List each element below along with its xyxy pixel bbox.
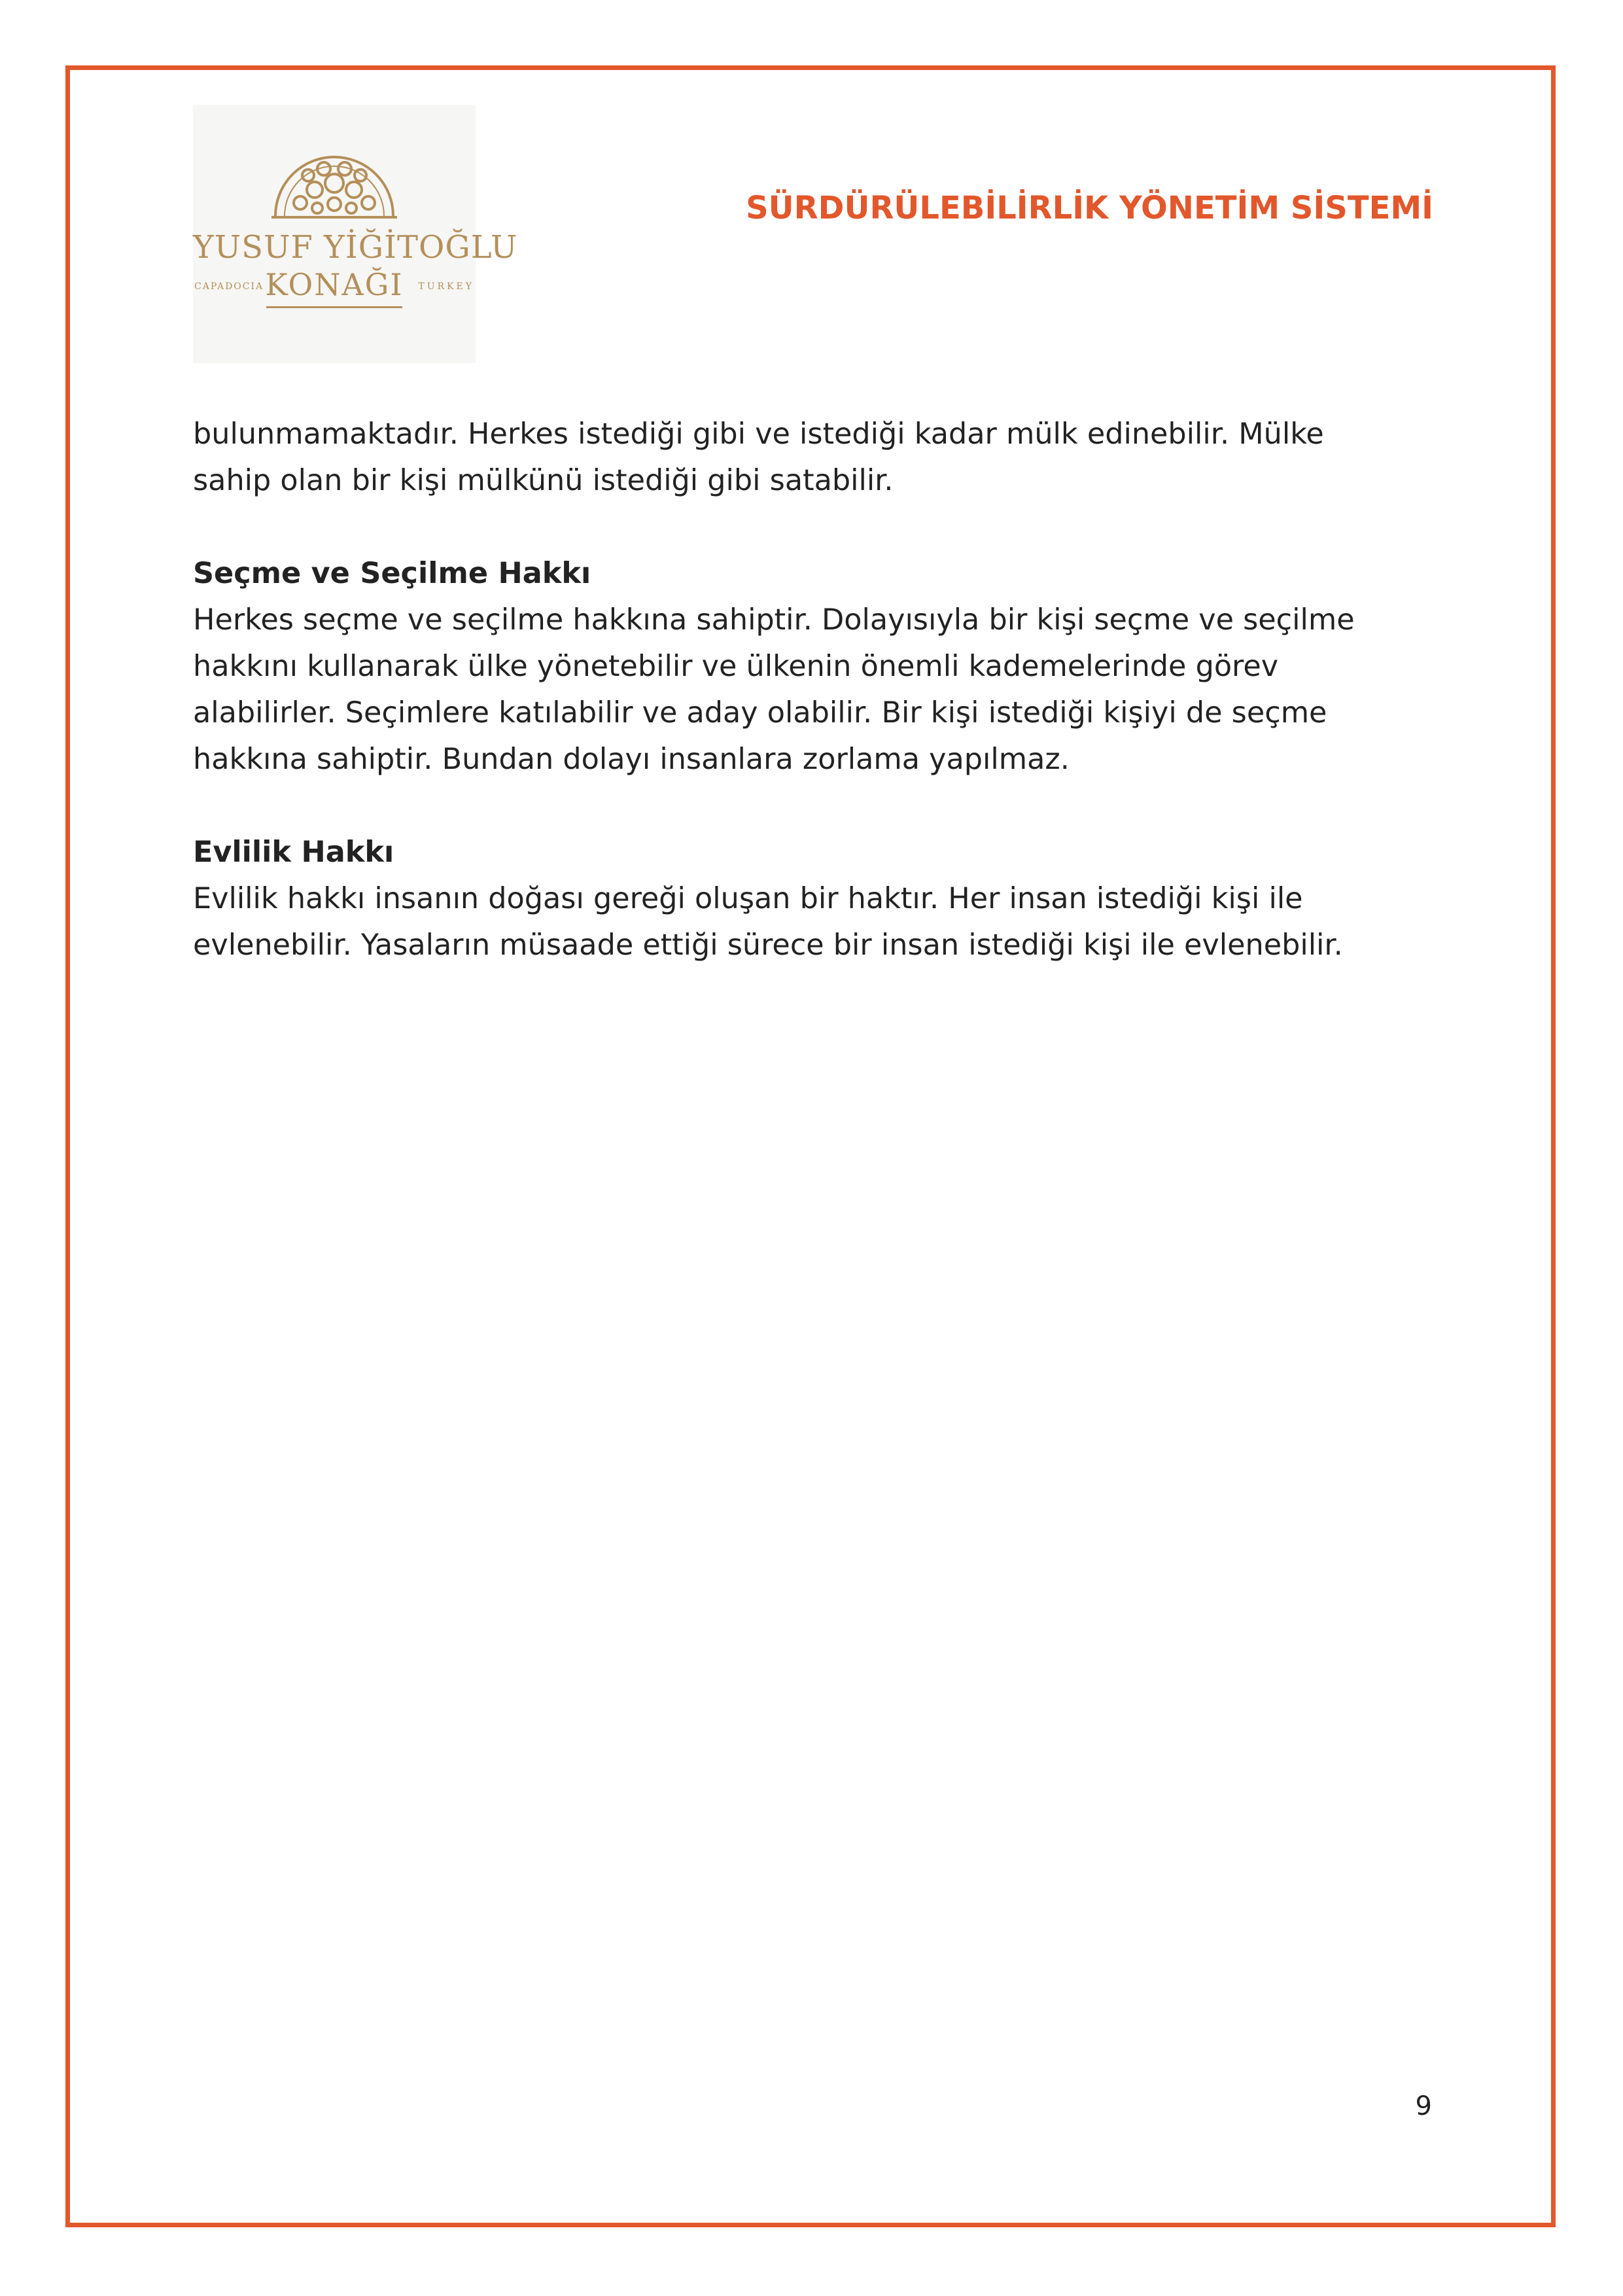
section-heading: Evlilik Hakkı	[193, 836, 394, 869]
text-line: evlenebilir. Yasaların müsaade ettiği sürece bir insan istediği kişi ile evlenebilir.	[193, 928, 1343, 962]
document-body	[193, 411, 1436, 968]
logo-underline	[266, 306, 402, 308]
intro-paragraph	[193, 411, 1436, 504]
text-line: Evlilik hakkı insanın doğası gereği oluşan bir haktır. Her insan istediği kişi ile	[193, 882, 1303, 915]
logo-name-line2: KONAĞI	[265, 267, 404, 302]
text-line: alabilirler. Seçimlere katılabilir ve aday olabilir. Bir kişi istediği kişiyi de seçme	[193, 696, 1327, 730]
section-secme-ve-secilme	[193, 550, 1436, 783]
section-heading: Seçme ve Seçilme Hakkı	[193, 557, 591, 590]
text-line: hakkına sahiptir. Bundan dolayı insanlara zorlama yapılmaz.	[193, 743, 1070, 776]
logo-line2	[193, 267, 476, 306]
section-evlilik	[193, 829, 1436, 968]
logo-right-caption: TURKEY	[418, 281, 474, 292]
logo-left-caption: CAPADOCIA	[194, 281, 264, 292]
logo	[193, 105, 518, 363]
text-line: sahip olan bir kişi mülkünü istediği gibi satabilir.	[193, 464, 894, 497]
logo-name-line1: YUSUF YİĞİTOĞLU	[193, 229, 518, 266]
text-line: Herkes seçme ve seçilme hakkına sahiptir. Dolayısıyla bir kişi seçme ve seçilme	[193, 603, 1355, 637]
page-border	[65, 65, 1556, 2227]
text-line: hakkını kullanarak ülke yönetebilir ve ülkenin önemli kademelerinde görev	[193, 650, 1279, 683]
page-number: 9	[1415, 2091, 1432, 2121]
text-line: bulunmamaktadır. Herkes istediği gibi ve istediği kadar mülk edinebilir. Mülke	[193, 417, 1324, 451]
ornament-icon	[193, 105, 476, 229]
document-header-title: SÜRDÜRÜLEBİLİRLİK YÖNETİM SİSTEMİ	[746, 190, 1433, 226]
